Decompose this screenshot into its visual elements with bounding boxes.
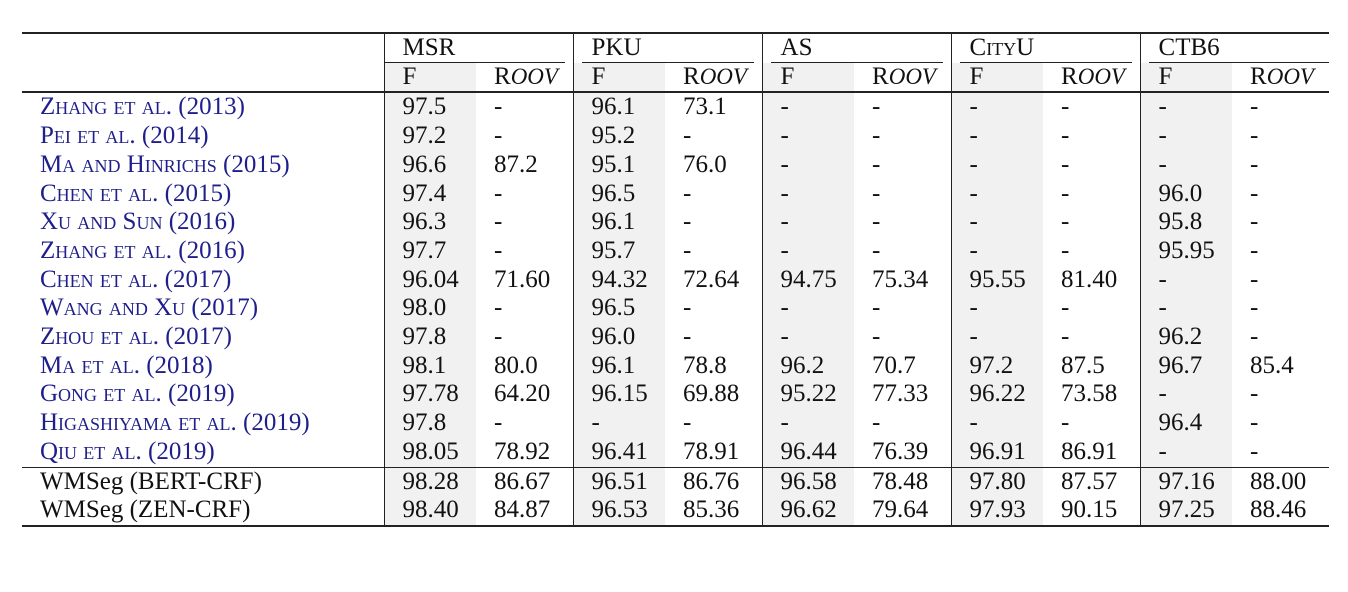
roov-score-cell: 85.4 <box>1250 351 1294 379</box>
metric-oov-label: OOV <box>1266 63 1314 89</box>
f-score-cell: 96.53 <box>573 496 665 526</box>
roov-score-cell: 87.2 <box>494 150 538 178</box>
metric-r-label: R <box>1250 62 1267 90</box>
f-score-cell: 94.75 <box>762 266 854 295</box>
f-score-cell: 96.3 <box>384 208 476 237</box>
baseline-row <box>22 208 1329 237</box>
method-label: Higashiyama et al. <box>40 409 237 437</box>
roov-score-cell: - <box>1250 179 1259 207</box>
roov-score-cell: - <box>872 294 881 322</box>
method-name <box>22 208 384 237</box>
method-name <box>22 151 384 180</box>
f-score-cell: 96.4 <box>1140 409 1232 438</box>
f-score-cell: 95.2 <box>573 122 665 151</box>
dataset-label: AS <box>780 34 813 61</box>
method-year: (2017) <box>165 323 232 351</box>
method-year: (2017) <box>191 294 259 322</box>
method-year: (2016) <box>168 208 236 236</box>
metric-r-label: R <box>1061 62 1078 90</box>
baseline-row <box>22 438 1329 467</box>
roov-score-cell: - <box>1061 122 1070 150</box>
f-score-cell: - <box>1140 380 1232 409</box>
f-score-cell: 96.91 <box>951 438 1043 467</box>
metric-oov-label: OOV <box>510 63 558 89</box>
f-score-cell: 98.0 <box>384 294 476 323</box>
roov-score-cell: - <box>872 150 881 178</box>
f-score-cell: - <box>951 237 1043 266</box>
f-score-cell: 97.4 <box>384 180 476 209</box>
f-score-cell: 95.95 <box>1140 237 1232 266</box>
dataset-header-row <box>22 33 1329 63</box>
f-score-cell: - <box>762 409 854 438</box>
f-score-cell: - <box>762 323 854 352</box>
f-score-cell: 95.7 <box>573 237 665 266</box>
f-score-cell: 97.2 <box>951 352 1043 381</box>
f-score-cell: 96.62 <box>762 496 854 526</box>
f-score-cell: - <box>951 180 1043 209</box>
roov-score-cell: - <box>494 409 503 437</box>
roov-score-cell: 78.92 <box>494 437 551 465</box>
roov-score-cell: - <box>683 409 692 437</box>
baseline-row <box>22 294 1329 323</box>
method-name <box>22 352 384 381</box>
method-label: Chen et al. <box>40 265 159 293</box>
dataset-header <box>762 33 951 63</box>
f-score-cell: - <box>762 294 854 323</box>
roov-score-cell: - <box>872 409 881 437</box>
f-score-cell: 96.0 <box>1140 180 1232 209</box>
roov-score-cell: - <box>494 294 503 322</box>
baseline-row <box>22 180 1329 209</box>
roov-score-cell: 79.64 <box>854 496 951 526</box>
roov-score-cell: - <box>854 92 951 122</box>
roov-score-cell: 90.15 <box>1043 496 1140 526</box>
method-year: (2015) <box>223 150 290 178</box>
method-year: (2019) <box>148 437 215 465</box>
method-label: Xu and Sun <box>40 208 163 236</box>
f-score-cell: 97.16 <box>1140 467 1232 496</box>
baseline-row <box>22 122 1329 151</box>
roov-score-cell: - <box>872 122 881 150</box>
dataset-label: CTB6 <box>1158 34 1220 61</box>
roov-score-cell: - <box>1250 437 1259 465</box>
f-score-cell: 97.2 <box>384 122 476 151</box>
f-score-cell: - <box>1140 438 1232 467</box>
roov-score-cell: 77.33 <box>872 380 929 408</box>
dataset-header <box>951 33 1140 63</box>
roov-score-cell: - <box>683 122 692 150</box>
header-corner <box>22 33 384 63</box>
f-score-cell: - <box>762 237 854 266</box>
f-score-cell: 97.80 <box>951 467 1043 496</box>
f-score-cell: 96.15 <box>573 380 665 409</box>
f-score-cell: 97.25 <box>1140 496 1232 526</box>
baseline-row <box>22 266 1329 295</box>
metric-roov-header <box>665 63 762 93</box>
roov-score-cell: - <box>1250 380 1259 408</box>
roov-score-cell: 88.46 <box>1232 496 1329 526</box>
f-score-cell: - <box>951 294 1043 323</box>
f-score-cell: 96.0 <box>573 323 665 352</box>
roov-score-cell: 87.5 <box>1061 351 1105 379</box>
roov-score-cell: 71.60 <box>494 265 551 293</box>
method-label: Wang and Xu <box>40 294 186 322</box>
f-score-cell: 97.93 <box>951 496 1043 526</box>
roov-score-cell: 84.87 <box>476 496 573 526</box>
roov-score-cell: 75.34 <box>872 265 929 293</box>
roov-score-cell: - <box>872 179 881 207</box>
table-header <box>22 33 1329 92</box>
roov-score-cell: - <box>1061 323 1070 351</box>
roov-score-cell: 78.48 <box>854 467 951 496</box>
method-name <box>22 496 384 526</box>
f-score-cell: 95.8 <box>1140 208 1232 237</box>
ours-rows <box>22 467 1329 526</box>
roov-score-cell: 80.0 <box>494 351 538 379</box>
metric-roov-header <box>1232 63 1329 93</box>
f-score-cell: 96.44 <box>762 438 854 467</box>
f-score-cell: 96.1 <box>573 92 665 122</box>
method-name <box>22 294 384 323</box>
metric-f-header: F <box>762 63 854 93</box>
method-year: (2014) <box>141 122 209 150</box>
baseline-row <box>22 151 1329 180</box>
method-year: (2016) <box>178 236 245 264</box>
roov-score-cell: - <box>683 208 692 236</box>
roov-score-cell: 64.20 <box>494 380 551 408</box>
ours-row <box>22 496 1329 526</box>
method-label: Zhang et al. <box>40 236 173 264</box>
roov-score-cell: - <box>1061 150 1070 178</box>
f-score-cell: 96.41 <box>573 438 665 467</box>
method-name <box>22 380 384 409</box>
roov-score-cell: - <box>683 323 692 351</box>
roov-score-cell: - <box>683 294 692 322</box>
f-score-cell: - <box>951 151 1043 180</box>
metric-roov-header <box>1043 63 1140 93</box>
method-year: (2018) <box>146 351 213 379</box>
roov-score-cell: - <box>494 208 503 236</box>
dataset-header <box>1140 33 1329 63</box>
method-label: Gong et al. <box>40 380 162 408</box>
roov-score-cell: 76.39 <box>872 437 929 465</box>
method-year: (2019) <box>243 409 310 437</box>
f-score-cell: 96.2 <box>762 352 854 381</box>
f-score-cell: - <box>951 92 1043 122</box>
f-score-cell: - <box>1140 151 1232 180</box>
method-label: Zhou et al. <box>40 323 160 351</box>
f-score-cell: - <box>1140 92 1232 122</box>
method-label: WMSeg (BERT-CRF) <box>40 467 262 495</box>
method-label: Qiu et al. <box>40 437 142 465</box>
metric-r-label: R <box>872 62 889 90</box>
roov-score-cell: 85.36 <box>665 496 762 526</box>
f-score-cell: - <box>762 92 854 122</box>
dataset-label: PKU <box>591 34 642 61</box>
method-label: Ma and Hinrichs <box>40 150 217 178</box>
roov-score-cell: 76.0 <box>683 150 727 178</box>
f-score-cell: 96.7 <box>1140 352 1232 381</box>
f-score-cell: 94.32 <box>573 266 665 295</box>
f-score-cell: - <box>951 208 1043 237</box>
roov-score-cell: - <box>1061 236 1070 264</box>
roov-score-cell: - <box>872 323 881 351</box>
roov-score-cell: - <box>872 236 881 264</box>
roov-score-cell: 70.7 <box>872 351 916 379</box>
method-year: (2019) <box>168 380 235 408</box>
roov-score-cell: 78.8 <box>683 351 727 379</box>
f-score-cell: 96.5 <box>573 294 665 323</box>
method-name <box>22 92 384 122</box>
roov-score-cell: 81.40 <box>1061 265 1118 293</box>
roov-score-cell: - <box>683 179 692 207</box>
roov-score-cell: - <box>1061 294 1070 322</box>
roov-score-cell: - <box>1043 92 1140 122</box>
method-name <box>22 237 384 266</box>
method-label: WMSeg (ZEN-CRF) <box>40 496 251 524</box>
f-score-cell: 98.05 <box>384 438 476 467</box>
baseline-row <box>22 323 1329 352</box>
metric-r-label: R <box>683 62 700 90</box>
roov-score-cell: 86.91 <box>1061 437 1118 465</box>
f-score-cell: - <box>951 409 1043 438</box>
method-year: (2015) <box>164 179 232 207</box>
dataset-label: MSR <box>402 34 456 61</box>
ours-row <box>22 467 1329 496</box>
roov-score-cell: 69.88 <box>683 380 740 408</box>
f-score-cell: 96.2 <box>1140 323 1232 352</box>
roov-score-cell: - <box>1250 323 1259 351</box>
f-score-cell: - <box>1140 266 1232 295</box>
roov-score-cell: - <box>1061 208 1070 236</box>
metric-oov-label: OOV <box>888 63 936 89</box>
method-name <box>22 409 384 438</box>
roov-score-cell: 78.91 <box>683 437 740 465</box>
roov-score-cell: - <box>1061 409 1070 437</box>
roov-score-cell: 86.67 <box>476 467 573 496</box>
roov-score-cell: - <box>1250 265 1259 293</box>
method-label: Pei et al. <box>40 122 136 150</box>
metric-f-header: F <box>951 63 1043 93</box>
roov-score-cell: - <box>476 92 573 122</box>
f-score-cell: - <box>762 151 854 180</box>
metric-f-header: F <box>1140 63 1232 93</box>
f-score-cell: - <box>762 208 854 237</box>
roov-score-cell: - <box>1232 92 1329 122</box>
f-score-cell: - <box>1140 122 1232 151</box>
f-score-cell: 97.8 <box>384 323 476 352</box>
f-score-cell: - <box>1140 294 1232 323</box>
f-score-cell: 97.7 <box>384 237 476 266</box>
f-score-cell: 97.8 <box>384 409 476 438</box>
method-label: Chen et al. <box>40 179 159 207</box>
method-year: (2013) <box>178 93 245 121</box>
method-name <box>22 180 384 209</box>
method-name <box>22 266 384 295</box>
f-score-cell: 98.28 <box>384 467 476 496</box>
f-score-cell: 96.1 <box>573 352 665 381</box>
roov-score-cell: - <box>1250 236 1259 264</box>
f-score-cell: 95.22 <box>762 380 854 409</box>
f-score-cell: 98.1 <box>384 352 476 381</box>
f-score-cell: 95.55 <box>951 266 1043 295</box>
method-year: (2017) <box>164 265 232 293</box>
f-score-cell: 96.1 <box>573 208 665 237</box>
metric-roov-header <box>476 63 573 93</box>
f-score-cell: 96.22 <box>951 380 1043 409</box>
roov-score-cell: 73.58 <box>1061 380 1118 408</box>
f-score-cell: - <box>951 122 1043 151</box>
f-score-cell: 96.51 <box>573 467 665 496</box>
metric-f-header: F <box>573 63 665 93</box>
roov-score-cell: 88.00 <box>1232 467 1329 496</box>
baseline-row <box>22 237 1329 266</box>
f-score-cell: - <box>951 323 1043 352</box>
roov-score-cell: 87.57 <box>1043 467 1140 496</box>
roov-score-cell: - <box>494 236 503 264</box>
method-label: Zhang et al. <box>40 93 173 121</box>
metric-oov-label: OOV <box>1077 63 1125 89</box>
roov-score-cell: - <box>494 323 503 351</box>
roov-score-cell: 86.76 <box>665 467 762 496</box>
roov-score-cell: - <box>1250 150 1259 178</box>
baseline-row <box>22 352 1329 381</box>
baseline-row <box>22 380 1329 409</box>
f-score-cell: 96.6 <box>384 151 476 180</box>
f-score-cell: - <box>762 180 854 209</box>
results-table <box>22 32 1329 527</box>
method-name <box>22 122 384 151</box>
dataset-header <box>573 33 762 63</box>
f-score-cell: 95.1 <box>573 151 665 180</box>
roov-score-cell: - <box>1250 294 1259 322</box>
roov-score-cell: 72.64 <box>683 265 740 293</box>
header-corner <box>22 63 384 93</box>
f-score-cell: 97.5 <box>384 92 476 122</box>
dataset-label: CityU <box>969 34 1035 61</box>
metric-roov-header <box>854 63 951 93</box>
method-label: Ma et al. <box>40 351 140 379</box>
f-score-cell: - <box>762 122 854 151</box>
f-score-cell: 97.78 <box>384 380 476 409</box>
baseline-row <box>22 92 1329 122</box>
f-score-cell: 98.40 <box>384 496 476 526</box>
f-score-cell: - <box>573 409 665 438</box>
roov-score-cell: - <box>494 179 503 207</box>
metric-header-row <box>22 63 1329 93</box>
method-name <box>22 323 384 352</box>
method-name <box>22 467 384 496</box>
dataset-header <box>384 33 573 63</box>
baseline-rows <box>22 92 1329 467</box>
roov-score-cell: - <box>872 208 881 236</box>
f-score-cell: 96.04 <box>384 266 476 295</box>
roov-score-cell: 73.1 <box>665 92 762 122</box>
baseline-row <box>22 409 1329 438</box>
metric-r-label: R <box>494 62 511 90</box>
roov-score-cell: - <box>683 236 692 264</box>
metric-f-header: F <box>384 63 476 93</box>
f-score-cell: 96.58 <box>762 467 854 496</box>
roov-score-cell: - <box>1250 208 1259 236</box>
f-score-cell: 96.5 <box>573 180 665 209</box>
roov-score-cell: - <box>1250 122 1259 150</box>
roov-score-cell: - <box>1061 179 1070 207</box>
metric-oov-label: OOV <box>699 63 747 89</box>
roov-score-cell: - <box>1250 409 1259 437</box>
roov-score-cell: - <box>494 122 503 150</box>
method-name <box>22 438 384 467</box>
